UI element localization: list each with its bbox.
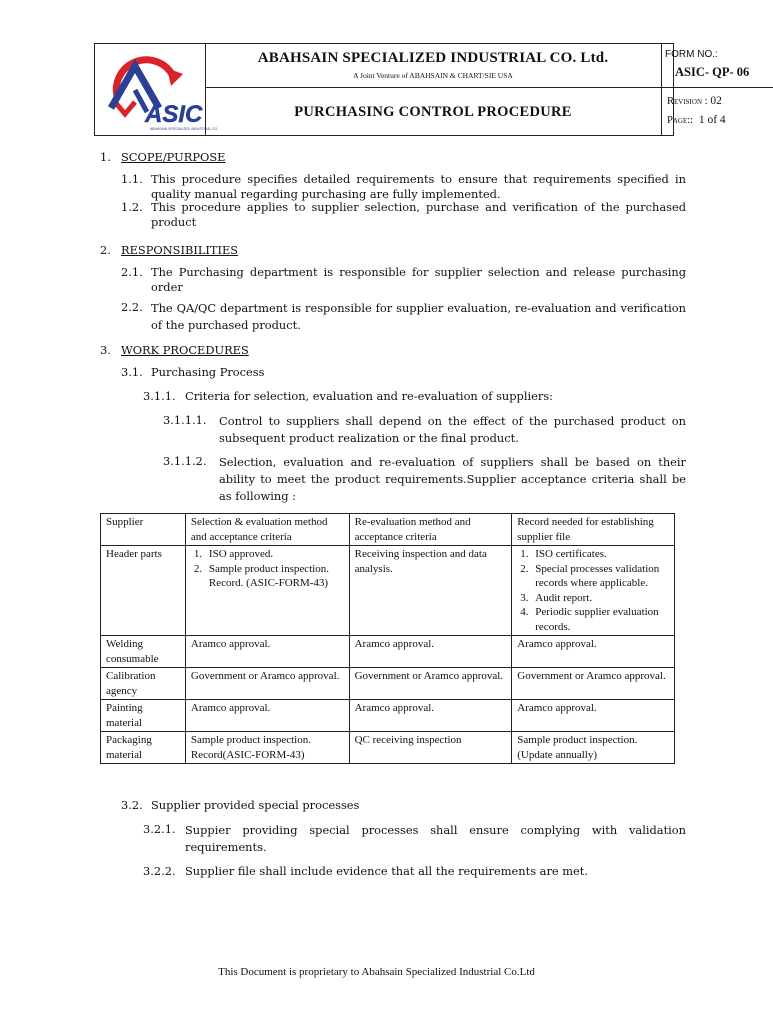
list-item: 1. ISO approved. <box>205 547 344 562</box>
section-2-number: 2. <box>100 243 111 257</box>
table-row <box>101 546 675 636</box>
title-cell <box>205 87 662 135</box>
section-3-1-text: Purchasing Process <box>151 365 265 379</box>
table-row <box>101 700 675 732</box>
table-cell: Government or Aramco approval. <box>512 668 675 700</box>
table-cell: Welding consumable <box>101 636 186 668</box>
selection-list <box>191 547 344 591</box>
list-item: 2. Sample product inspection. Record. (ASIC-FORM-43) <box>205 562 344 591</box>
table-cell: QC receiving inspection <box>349 732 512 764</box>
table-cell <box>185 546 349 636</box>
table-header-cell: Re-evaluation method and acceptance criteria <box>349 514 512 546</box>
document-header <box>94 43 750 136</box>
section-2-2-text: The QA/QC department is responsible for supplier evaluation, re-evaluation and verification of the purchased product. <box>151 301 686 332</box>
section-3-1-1-number: 3.1.1. <box>143 389 176 403</box>
table-cell: Sample product inspection. Record(ASIC-FORM-43) <box>185 732 349 764</box>
list-item: 2. Special processes validation records where applicable. <box>531 562 669 591</box>
section-3-2-1-number: 3.2.1. <box>143 822 176 836</box>
company-name: ABAHSAIN SPECIALIZED INDUSTRIAL CO. Ltd. <box>257 50 609 66</box>
table-cell: Aramco approval. <box>512 636 675 668</box>
joint-venture-note: A Joint Venture of ABAHSAIN & CHART/SIE USA <box>353 71 513 80</box>
section-3-number: 3. <box>100 343 111 357</box>
table-cell: Government or Aramco approval. <box>349 668 512 700</box>
table-cell: Aramco approval. <box>512 700 675 732</box>
section-1-2-text: This procedure applies to supplier selection, purchase and verification of the purchased product <box>151 200 686 229</box>
section-1-number: 1. <box>100 150 111 164</box>
list-item: 4. Periodic supplier evaluation records. <box>531 605 669 634</box>
table-cell: Government or Aramco approval. <box>185 668 349 700</box>
proprietary-footer: This Document is proprietary to Abahsain Specialized Industrial Co.Ltd <box>218 966 535 978</box>
section-3-1-1-text: Criteria for selection, evaluation and re-evaluation of suppliers: <box>185 389 553 403</box>
table-cell <box>512 546 675 636</box>
section-3-title: WORK PROCEDURES <box>121 343 249 357</box>
supplier-criteria-table <box>100 513 675 764</box>
table-cell: Sample product inspection. (Update annually) <box>512 732 675 764</box>
page-line <box>667 114 726 126</box>
form-number-cell <box>661 44 773 88</box>
form-number: ASIC- QP- 06 <box>675 65 750 79</box>
table-cell: Packaging material <box>101 732 186 764</box>
procedure-title: PURCHASING CONTROL PROCEDURE <box>294 104 572 120</box>
table-cell: Painting material <box>101 700 186 732</box>
svg-text:ASIC: ASIC <box>145 101 203 128</box>
section-3-2-2-text: Supplier file shall include evidence that all the requirements are met. <box>185 864 588 878</box>
section-2-title: RESPONSIBILITIES <box>121 243 239 257</box>
page-number: 1 of 4 <box>698 114 726 126</box>
table-cell: Aramco approval. <box>349 700 512 732</box>
company-cell <box>205 44 662 88</box>
section-1-2-number: 1.2. <box>121 200 143 214</box>
table-cell: Header parts <box>101 546 186 636</box>
form-number-label: FORM NO.: <box>665 49 718 60</box>
table-row <box>101 636 675 668</box>
section-3-1-1-2-text: Selection, evaluation and re-evaluation of suppliers shall be based on their ability to meet the product requirements.Supplier acceptance criteria shall be as following : <box>219 455 686 503</box>
logo-cell <box>95 44 219 135</box>
revision-label: Revision : <box>667 96 708 107</box>
table-cell: Aramco approval. <box>349 636 512 668</box>
section-3-2-text: Supplier provided special processes <box>151 798 360 812</box>
list-item: 3. Audit report. <box>531 591 669 606</box>
svg-text:ABAHSAIN SPECIALIZED INDUSTRIA: ABAHSAIN SPECIALIZED INDUSTRIAL CO. <box>150 127 219 131</box>
table-row <box>101 668 675 700</box>
section-2-1-number: 2.1. <box>121 265 143 279</box>
table-header-row <box>101 514 675 546</box>
section-1-1-text: This procedure specifies detailed requirements to ensure that requirements specified in quality manual regarding purchasing are fully implemented. <box>151 172 686 201</box>
section-3-1-number: 3.1. <box>121 365 143 379</box>
section-3-2-number: 3.2. <box>121 798 143 812</box>
revision-page-cell <box>661 87 773 135</box>
section-2-1-text: The Purchasing department is responsible for supplier selection and release purchasing order <box>151 265 686 294</box>
section-3-2-2-number: 3.2.2. <box>143 864 176 878</box>
table-cell: Aramco approval. <box>185 636 349 668</box>
revision-number: 02 <box>710 95 722 107</box>
page-label: Page:: <box>667 115 694 126</box>
section-1-title: SCOPE/PURPOSE <box>121 150 226 164</box>
section-3-1-1-2-number: 3.1.1.2. <box>163 454 207 468</box>
section-2-2-number: 2.2. <box>121 300 143 314</box>
table-header-cell: Record needed for establishing supplier file <box>512 514 675 546</box>
section-3-1-1-1-text: Control to suppliers shall depend on the effect of the purchased product on subsequent product realization or the final product. <box>219 414 686 445</box>
table-header-cell: Supplier <box>101 514 186 546</box>
list-item: 1. ISO certificates. <box>531 547 669 562</box>
table-cell: Calibration agency <box>101 668 186 700</box>
record-list <box>517 547 669 634</box>
revision-line <box>667 95 722 107</box>
table-row <box>101 732 675 764</box>
section-3-2-1-text: Suppier providing special processes shall ensure complying with validation requirements. <box>185 823 686 854</box>
company-logo <box>95 44 219 135</box>
section-1-1-number: 1.1. <box>121 172 143 186</box>
table-cell: Aramco approval. <box>185 700 349 732</box>
table-cell: Receiving inspection and data analysis. <box>349 546 512 636</box>
section-3-1-1-1-number: 3.1.1.1. <box>163 413 207 427</box>
table-header-cell: Selection & evaluation method and acceptance criteria <box>185 514 349 546</box>
